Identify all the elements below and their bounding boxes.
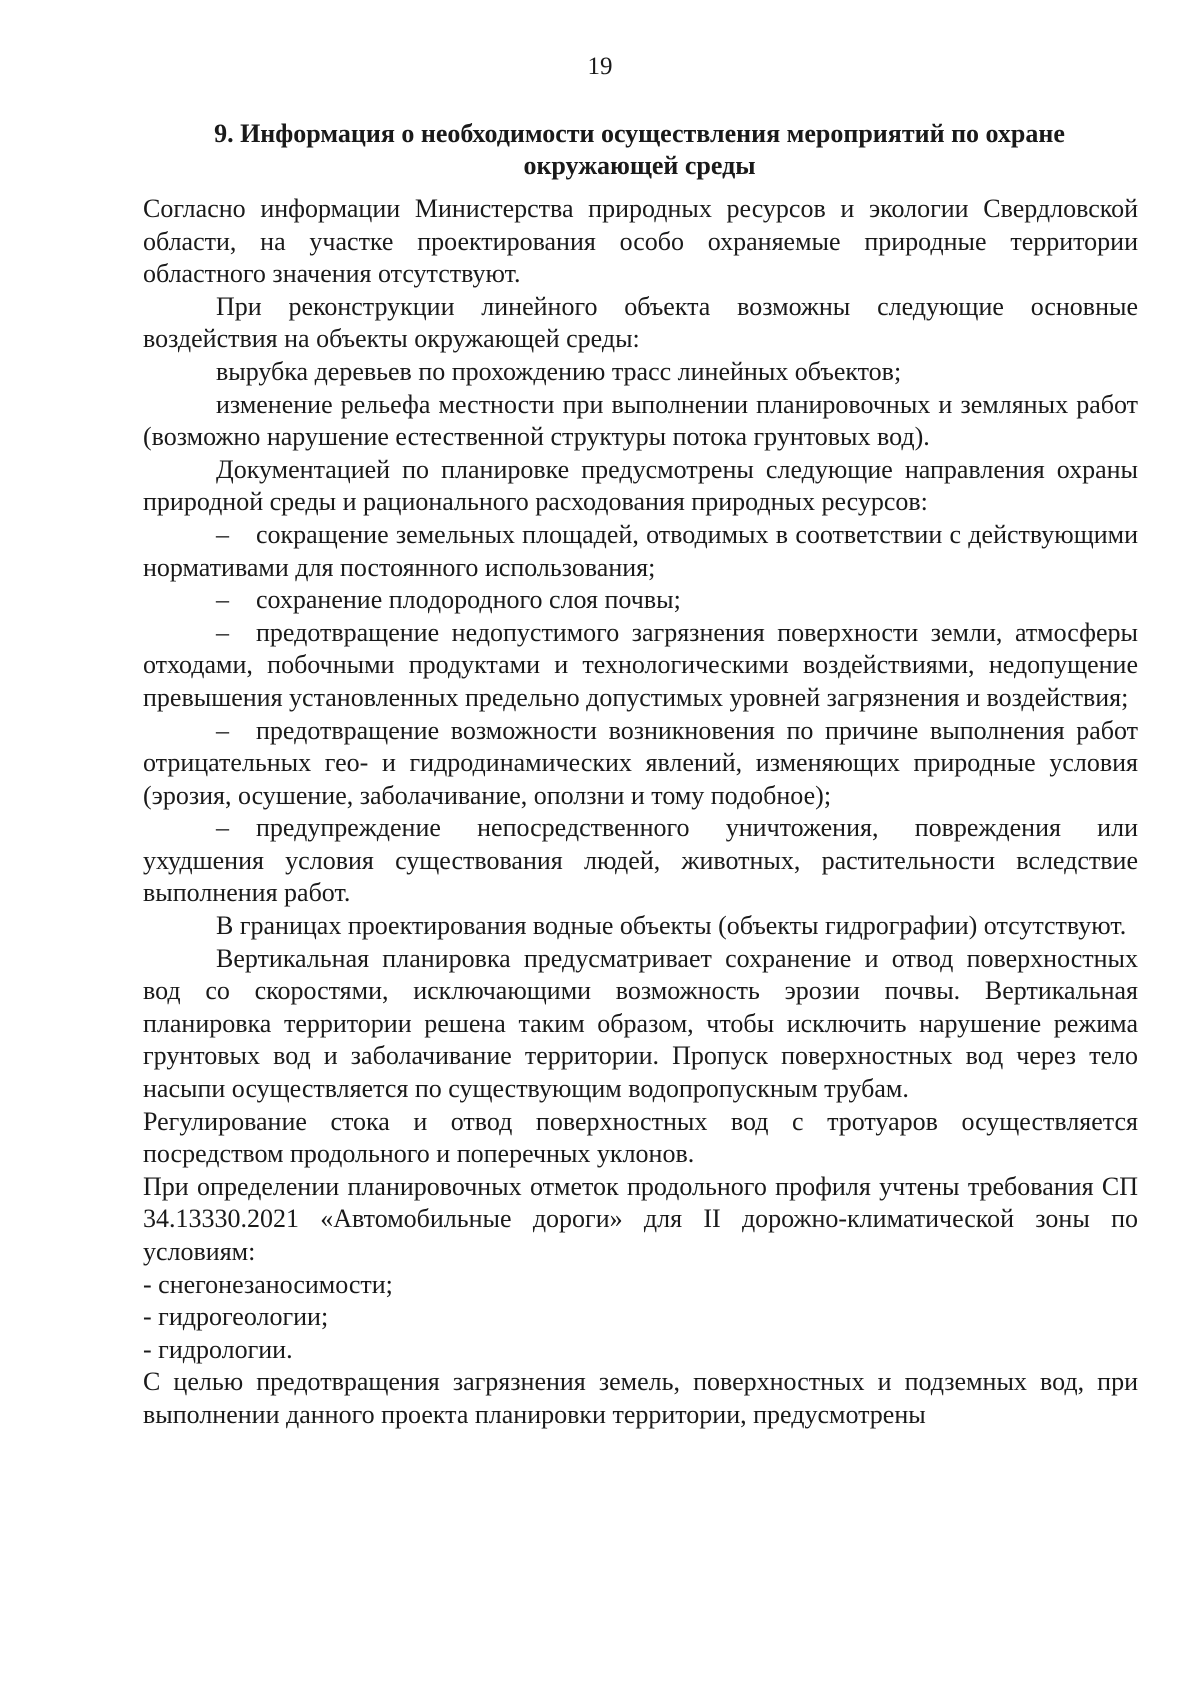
list-item-hydrology: - гидрологии. [143,1334,293,1364]
list-item-snow: - снегонезаносимости; [143,1269,393,1299]
dash-marker: – [216,519,229,549]
section-body [143,193,1138,1432]
list-item-geodynamic-prevention [143,715,1138,813]
list-item-harm-prevention [143,812,1138,910]
page-number: 19 [587,53,613,80]
dash-marker: – [216,715,229,745]
paragraph-impacts-intro: При реконструкции линейного объекта возможны следующие основные воздействия на объекты окружающей среды: [143,291,1138,354]
paragraph-planning-marks: При определении планировочных отметок продольного профиля учтены требования СП 34.13330.2021 «Автомобильные дороги» для II дорожно-климатической зоны по условиям: [143,1171,1138,1266]
list-item-topsoil [143,584,1138,617]
list-item-text: предотвращение недопустимого загрязнения поверхности земли, атмосферы отходами, побочными продуктами и технологическими воздействиями, недопущение превышения установленных предельно допустимых уровней загрязнения и воздействия; [143,617,1138,712]
list-item-text: сохранение плодородного слоя почвы; [256,585,681,615]
dash-marker: – [216,617,229,647]
paragraph-vertical-planning: Вертикальная планировка предусматривает сохранение и отвод поверхностных вод со скоростями, исключающими возможность эрозии почвы. Вертикальная планировка территории решена таким образом, чтобы исключить нарушение режима грунтовых вод и заболачивание территории. Пропуск поверхностных вод через тело насыпи осуществляется по существующим водопропускным трубам. [143,943,1138,1104]
paragraph-runoff-regulation: Регулирование стока и отвод поверхностных вод с тротуаров осуществляется посредством продольного и поперечных уклонов. [143,1106,1138,1169]
list-item-land-reduction [143,519,1138,584]
paragraph-tree-felling: вырубка деревьев по прохождению трасс линейных объектов; [216,356,902,386]
dash-marker: – [216,585,229,615]
list-item-text: сокращение земельных площадей, отводимых в соответствии с действующими нормативами для постоянного использования; [143,519,1138,582]
list-item-hydrogeology: - гидрогеологии; [143,1302,329,1332]
section-title: 9. Информация о необходимости осуществления мероприятий по охране окружающей среды [214,119,1065,180]
list-item-pollution-prevention [143,617,1138,715]
paragraph-relief-change: изменение рельефа местности при выполнении планировочных и земляных работ (возможно нарушение естественной структуры потока грунтовых вод). [143,389,1138,452]
list-item-text: предотвращение возможности возникновения по причине выполнения работ отрицательных гео- и гидродинамических явлений, изменяющих природные условия (эрозия, осушение, заболачивание, оползни и тому подобное); [143,715,1138,810]
paragraph-protection-directions: Документацией по планировке предусмотрены следующие направления охраны природной среды и рационального расходования природных ресурсов: [143,454,1138,517]
paragraph-water-bodies: В границах проектирования водные объекты (объекты гидрографии) отсутствуют. [216,911,1127,941]
paragraph-pollution-measures: С целью предотвращения загрязнения земель, поверхностных и подземных вод, при выполнении данного проекта планировки территории, предусмотрены [143,1367,1138,1429]
list-item-text: предупреждение непосредственного уничтожения, повреждения или ухудшения условия существования людей, животных, растительности вследствие выполнения работ. [143,813,1138,908]
dash-marker: – [216,813,229,843]
paragraph-protected-areas: Согласно информации Министерства природных ресурсов и экологии Свердловской области, на участке проектирования особо охраняемые природные территории областного значения отсутствуют. [143,194,1138,289]
